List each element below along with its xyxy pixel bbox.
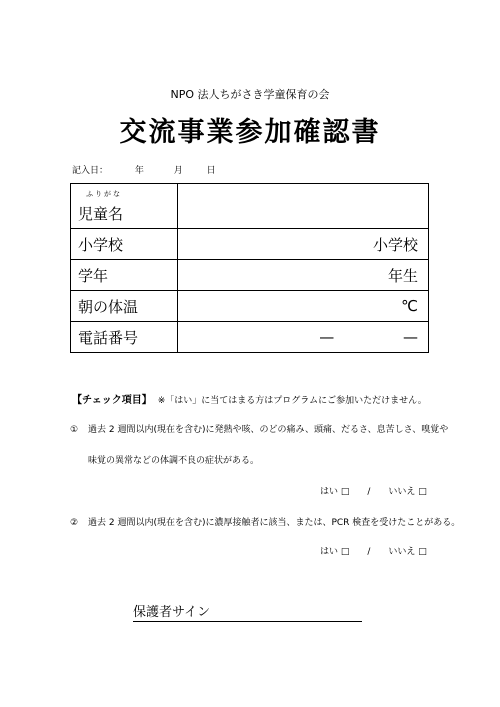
date-month-label: 月	[173, 166, 183, 176]
question-1-answer	[320, 484, 427, 497]
question-2-no-checkbox[interactable]: いいえ □	[388, 547, 427, 557]
checklist-heading-row	[72, 391, 427, 406]
question-2-text-1: 過去 2 週間以内(現在を含む)に濃厚接触者に該当、または、PCR 検査を受けたことがある。	[88, 518, 461, 528]
guardian-signature-label: 保護者サイン	[133, 605, 211, 620]
temperature-unit: ℃	[401, 297, 418, 315]
document-title: 交流事業参加確認書	[119, 117, 381, 148]
grade-label: 学年	[71, 260, 178, 291]
checklist-note: ※「はい」に当てはまる方はプログラムにご参加いただけません。	[157, 396, 427, 406]
temperature-field[interactable]	[178, 291, 429, 322]
guardian-signature-line[interactable]	[133, 601, 362, 622]
phone-row	[71, 322, 429, 353]
phone-separator-2: —	[403, 328, 418, 346]
answer-slash: /	[367, 487, 371, 497]
organization-name: NPO 法人ちがさき学童保育の会	[170, 88, 330, 101]
question-2-yes-checkbox[interactable]: はい □	[320, 547, 350, 557]
child-info-table	[70, 183, 429, 353]
child-name-label: 児童名	[78, 204, 124, 223]
phone-label: 電話番号	[71, 322, 178, 353]
grade-row	[71, 260, 429, 291]
question-2-answer	[320, 544, 427, 557]
temperature-row	[71, 291, 429, 322]
school-field[interactable]	[178, 229, 429, 260]
date-day-label: 日	[206, 166, 216, 176]
school-row	[71, 229, 429, 260]
school-label: 小学校	[71, 229, 178, 260]
phone-separator-1: —	[319, 328, 335, 346]
date-year-label: 年	[134, 166, 144, 176]
child-name-row	[71, 184, 429, 229]
question-1-number: ①	[70, 425, 79, 435]
question-2-line-1	[70, 515, 460, 528]
question-1-no-checkbox[interactable]: いいえ □	[388, 487, 427, 497]
child-name-field[interactable]	[178, 184, 429, 229]
entry-date-row	[72, 163, 216, 176]
question-1-text-2: 味覚の異常などの体調不良の症状がある。	[88, 456, 260, 466]
question-1-line-1	[70, 422, 448, 435]
grade-field[interactable]	[178, 260, 429, 291]
phone-field[interactable]	[178, 322, 429, 353]
question-1-yes-checkbox[interactable]: はい □	[320, 487, 350, 497]
question-1-text-1: 過去 2 週間以内(現在を含む)に発熱や咳、のどの痛み、頭痛、だるさ、息苦しさ、嗅覚や	[88, 425, 449, 435]
entry-date-label: 記入日：	[72, 166, 109, 176]
school-suffix: 小学校	[372, 235, 418, 254]
grade-suffix: 年生	[387, 266, 418, 285]
answer-slash: /	[367, 547, 371, 557]
child-name-label-cell	[71, 184, 178, 229]
temperature-label: 朝の体温	[71, 291, 178, 322]
checklist-heading: 【チェック項目】	[72, 395, 152, 406]
question-2-number: ②	[70, 518, 79, 528]
furigana-label: ふりがな	[86, 189, 122, 198]
